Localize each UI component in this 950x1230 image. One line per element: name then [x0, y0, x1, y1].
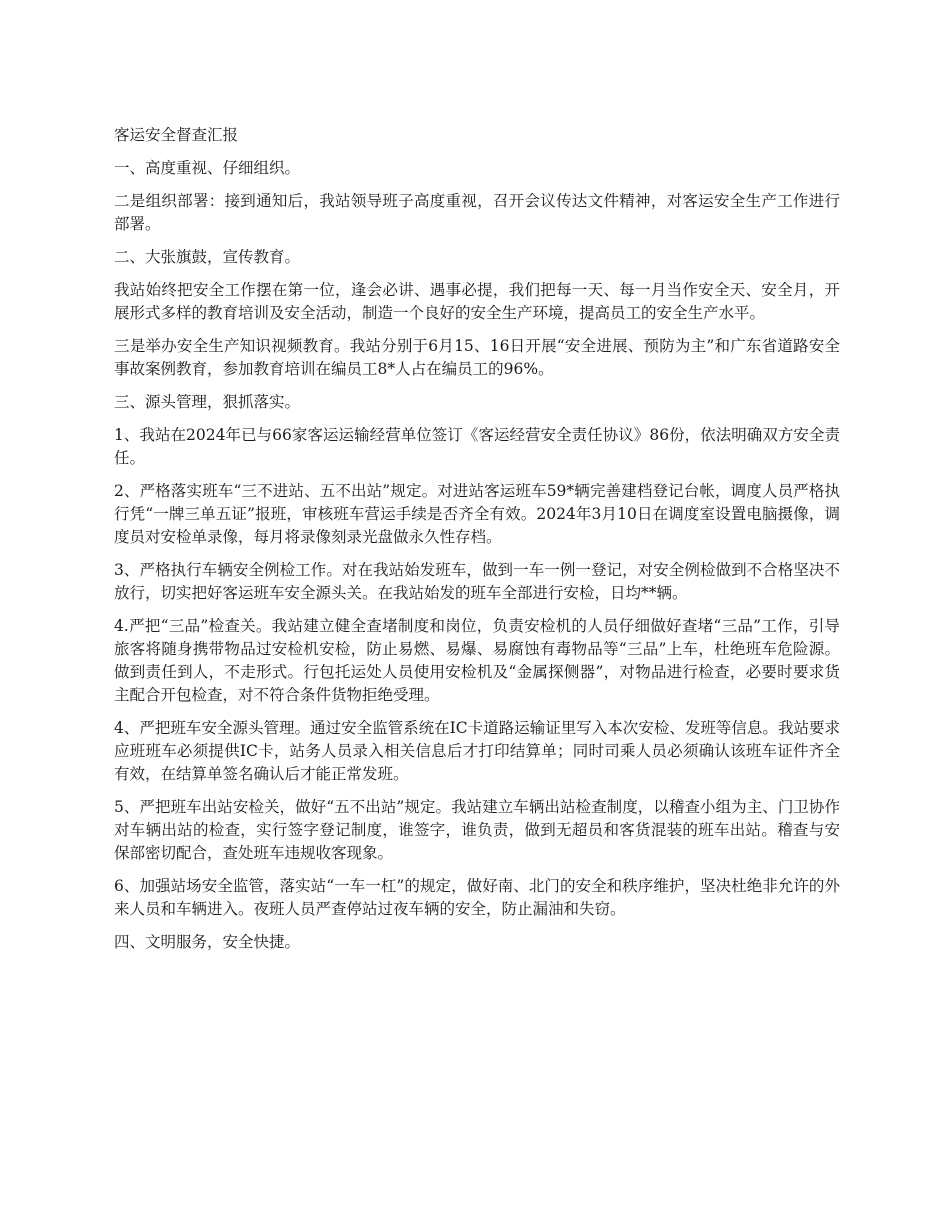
paragraph: 6、加强站场安全监管，落实站“一车一杠”的规定，做好南、北门的安全和秩序维护，坚决杜绝非允许的外来人员和车辆进入。夜班人员严查停站过夜车辆的安全，防止漏油和失窃。	[114, 877, 840, 918]
section-heading-3: 三、源头管理，狠抓落实。	[114, 393, 301, 411]
paragraph: 3、严格执行车辆安全例检工作。对在我站始发班车，做到一车一例一登记，对安全例检做到不合格坚决不放行，切实把好客运班车安全源头关。在我站始发的班车全部进行安检，日均**辆。	[114, 561, 840, 602]
paragraph: 1、我站在2024年已与66家客运运输经营单位签订《客运经营安全责任协议》86份，依法明确双方安全责任。	[114, 426, 840, 467]
paragraph: 我站始终把安全工作摆在第一位，逢会必讲、遇事必提，我们把每一天、每一月当作安全天、安全月，开展形式多样的教育培训及安全活动，制造一个良好的安全生产环境，提高员工的安全生产水平。	[114, 281, 840, 322]
paragraph: 5、严把班车出站安检关，做好“五不出站”规定。我站建立车辆出站检查制度，以稽查小组为主、门卫协作对车辆出站的检查，实行签字登记制度，谁签字，谁负责，做到无超员和客货混装的班车出站。稽查与安保部密切配合，查处班车违规收客现象。	[114, 798, 840, 862]
paragraph: 4、严把班车安全源头管理。通过安全监管系统在IC卡道路运输证里写入本次安检、发班等信息。我站要求应班班车必须提供IC卡，站务人员录入相关信息后才打印结算单；同时司乘人员必须确认该班车证件齐全有效，在结算单签名确认后才能正常发班。	[114, 719, 840, 783]
section-heading-2: 二、大张旗鼓，宣传教育。	[114, 248, 301, 266]
document-page	[114, 124, 840, 964]
section-heading-1: 一、高度重视、仔细组织。	[114, 159, 301, 177]
paragraph: 二是组织部署：接到通知后，我站领导班子高度重视，召开会议传达文件精神，对客运安全生产工作进行部署。	[114, 192, 840, 233]
paragraph: 三是举办安全生产知识视频教育。我站分别于6月15、16日开展“安全进展、预防为主”和广东省道路安全事故案例教育，参加教育培训在编员工8*人占在编员工的96%。	[114, 337, 840, 378]
section-heading-4: 四、文明服务，安全快捷。	[114, 933, 301, 951]
paragraph: 2、严格落实班车“三不进站、五不出站”规定。对进站客运班车59*辆完善建档登记台帐，调度人员严格执行凭“一牌三单五证”报班，审核班车营运手续是否齐全有效。2024年3月10日在调度室设置电脑摄像，调度员对安检单录像，每月将录像刻录光盘做永久性存档。	[114, 482, 840, 546]
paragraph: 4.严把“三品”检查关。我站建立健全查堵制度和岗位，负责安检机的人员仔细做好查堵“三品”工作，引导旅客将随身携带物品过安检机安检，防止易燃、易爆、易腐蚀有毒物品等“三品”上车，杜绝班车危险源。做到责任到人，不走形式。行包托运处人员使用安检机及“金属探侧器”，对物品进行检查，必要时要求货主配合开包检查，对不符合条件货物拒绝受理。	[114, 617, 840, 704]
document-title: 客运安全督查汇报	[114, 126, 239, 144]
